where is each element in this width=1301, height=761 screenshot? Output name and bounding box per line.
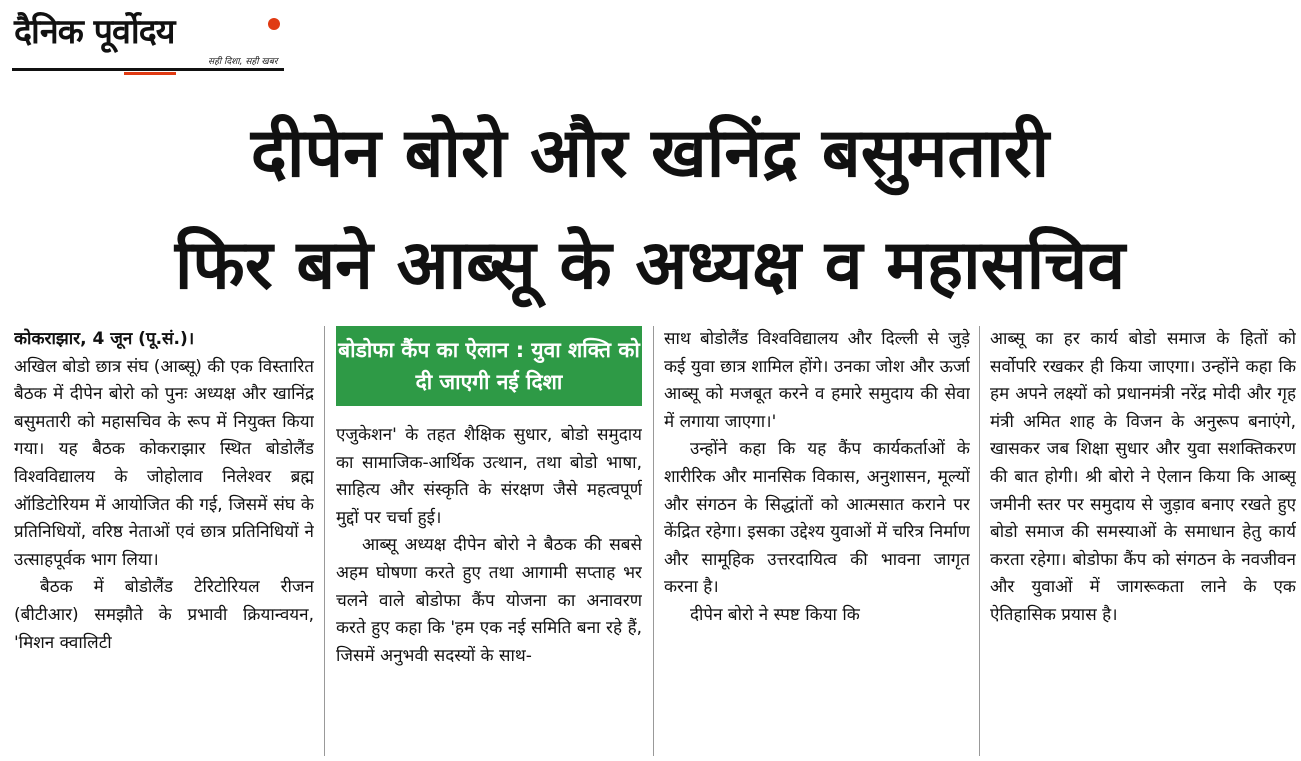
subheading-box: बोडोफा कैंप का ऐलान : युवा शक्ति को दी जाएगी नई दिशा bbox=[336, 326, 642, 406]
headline-line-1: दीपेन बोरो और खनिंद्र बसुमतारी bbox=[250, 114, 1050, 193]
paragraph: आब्सू अध्यक्ष दीपेन बोरो ने बैठक की सबसे अहम घोषणा करते हुए तथा आगामी सप्ताह भर चलने वाले बोडोफा कैंप योजना का अनावरण करते हुए कहा कि 'हम एक नई समिति बना रहे हैं, जिसमें अनुभवी सदस्यों के साथ- bbox=[336, 535, 642, 666]
masthead-red-bar bbox=[124, 72, 176, 75]
logo-dot-icon bbox=[268, 18, 280, 30]
article-column-4 bbox=[990, 326, 1296, 758]
paragraph: बैठक में बोडोलैंड टेरिटोरियल रीजन (बीटीआर) समझौते के प्रभावी क्रियान्वयन, 'मिशन क्वालिटी bbox=[14, 577, 314, 653]
column-divider bbox=[653, 326, 654, 756]
dateline: कोकराझार, 4 जून (पू.सं.)। bbox=[14, 329, 195, 349]
article-column-2 bbox=[336, 422, 642, 758]
paragraph: अखिल बोडो छात्र संघ (आब्सू) की एक विस्तारित बैठक में दीपेन बोरो को पुनः अध्यक्ष और खानिंद्र बसुमतारी को महासचिव के रूप में नियुक्त किया गया। यह बैठक कोकराझार स्थित बोडोलैंड विश्वविद्यालय के जोहोलाव निलेश्वर ब्रह्म ऑडिटोरियम में आयोजित की गई, जिसमें संघ के प्रतिनिधियों, वरिष्ठ नेताओं एवं छात्र प्रतिनिधियों ने उत्साहपूर्वक भाग लिया। bbox=[14, 356, 314, 570]
paragraph: एजुकेशन' के तहत शैक्षिक सुधार, बोडो समुदाय का सामाजिक-आर्थिक उत्थान, तथा बोडो भाषा, साहित्य और संस्कृति के संरक्षण जैसे महत्वपूर्ण मुद्दों पर चर्चा हुई। bbox=[336, 425, 642, 528]
article-column-3 bbox=[664, 326, 970, 758]
main-headline bbox=[20, 98, 1280, 322]
paragraph: साथ बोडोलैंड विश्वविद्यालय और दिल्ली से जुड़े कई युवा छात्र शामिल होंगे। उनका जोश और ऊर्जा आब्सू को मजबूत करने व हमारे समुदाय की सेवा में लगाया जाएगा।' bbox=[664, 329, 970, 432]
headline-line-2: फिर बने आब्सू के अध्यक्ष व महासचिव bbox=[174, 226, 1126, 305]
masthead bbox=[12, 10, 284, 72]
article-column-1 bbox=[14, 326, 314, 758]
paragraph: दीपेन बोरो ने स्पष्ट किया कि bbox=[690, 604, 860, 625]
masthead-rule bbox=[12, 68, 284, 71]
column-divider bbox=[979, 326, 980, 756]
newspaper-name: दैनिक पूर्वोदय bbox=[14, 12, 175, 52]
column-divider bbox=[324, 326, 325, 756]
paragraph: आब्सू का हर कार्य बोडो समाज के हितों को सर्वोपरि रखकर ही किया जाएगा। उन्होंने कहा कि हम अपने लक्ष्यों को प्रधानमंत्री नरेंद्र मोदी और गृह मंत्री अमित शाह के विजन के अनुरूप बनाएंगे, खासकर जब शिक्षा सुधार और युवा सशक्तिकरण की बात होगी। श्री बोरो ने ऐलान किया कि आब्सू जमीनी स्तर पर समुदाय से जुड़ाव बनाए रखते हुए बोडो समाज की समस्याओं के समाधान हेतु कार्य करता रहेगा। बोडोफा कैंप को संगठन के नवजीवन और युवाओं में जागरूकता लाने के एक ऐतिहासिक प्रयास है। bbox=[990, 329, 1296, 625]
paragraph: उन्होंने कहा कि यह कैंप कार्यकर्ताओं के शारीरिक और मानसिक विकास, अनुशासन, मूल्यों और संगठन के सिद्धांतों को आत्मसात कराने पर केंद्रित रहेगा। इसका उद्देश्य युवाओं में चरित्र निर्माण और सामूहिक उत्तरदायित्व की भावना जागृत करना है। bbox=[664, 439, 970, 598]
tagline: सही दिशा, सही खबर bbox=[208, 57, 278, 67]
